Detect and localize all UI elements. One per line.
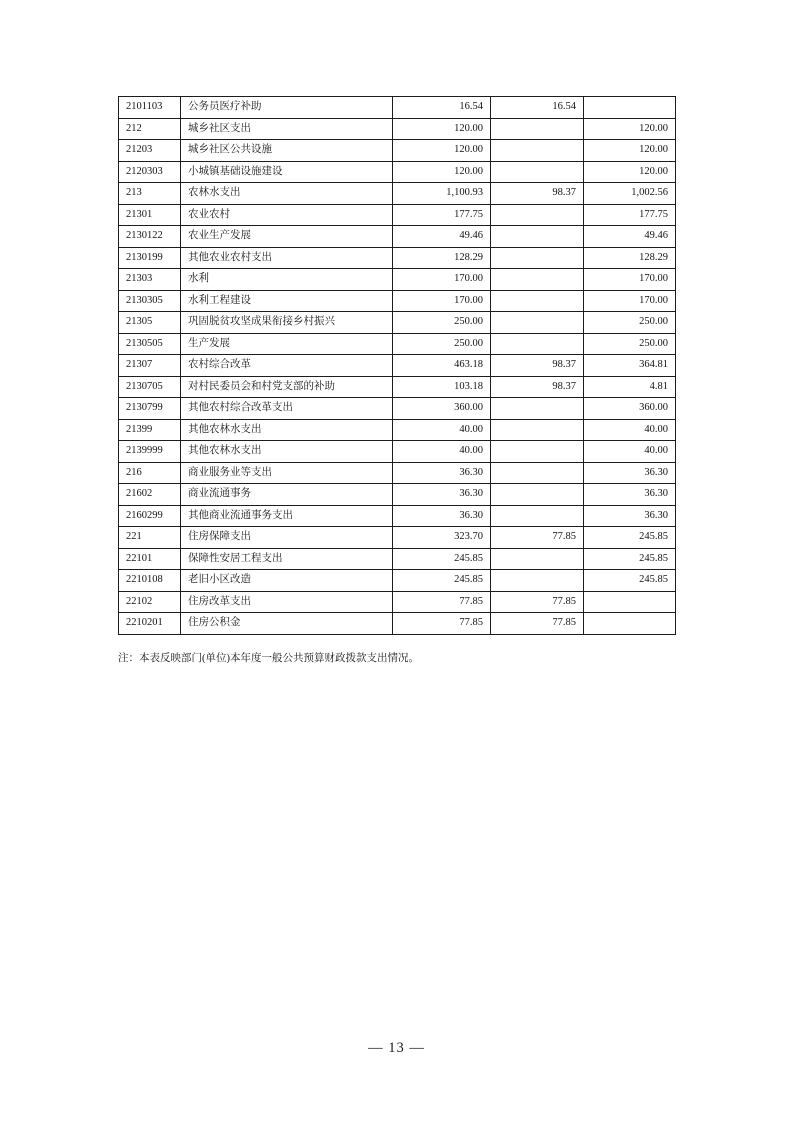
cell-amount-basic [491, 118, 584, 140]
cell-amount-basic [491, 484, 584, 506]
cell-item-name: 商业服务业等支出 [181, 462, 393, 484]
cell-amount-total: 1,100.93 [393, 183, 491, 205]
cell-amount-basic [491, 419, 584, 441]
table-row [119, 204, 676, 226]
table-row [119, 419, 676, 441]
cell-amount-total: 245.85 [393, 548, 491, 570]
cell-amount-project: 36.30 [584, 484, 676, 506]
cell-item-name: 老旧小区改造 [181, 570, 393, 592]
table-row [119, 333, 676, 355]
cell-amount-total: 360.00 [393, 398, 491, 420]
cell-amount-project [584, 591, 676, 613]
cell-budget-code: 2210108 [119, 570, 181, 592]
cell-amount-total: 40.00 [393, 419, 491, 441]
cell-amount-project: 170.00 [584, 290, 676, 312]
cell-item-name: 小城镇基础设施建设 [181, 161, 393, 183]
table-row [119, 398, 676, 420]
cell-amount-project: 250.00 [584, 312, 676, 334]
cell-item-name: 其他农林水支出 [181, 419, 393, 441]
table-row [119, 312, 676, 334]
table-row [119, 140, 676, 162]
cell-item-name: 其他农村综合改革支出 [181, 398, 393, 420]
cell-amount-basic: 77.85 [491, 613, 584, 635]
cell-amount-total: 170.00 [393, 290, 491, 312]
cell-item-name: 城乡社区公共设施 [181, 140, 393, 162]
cell-amount-project: 120.00 [584, 140, 676, 162]
table-row [119, 570, 676, 592]
cell-amount-project: 4.81 [584, 376, 676, 398]
table-row [119, 247, 676, 269]
cell-amount-total: 245.85 [393, 570, 491, 592]
cell-item-name: 其他农业农村支出 [181, 247, 393, 269]
cell-amount-total: 250.00 [393, 312, 491, 334]
table-row [119, 376, 676, 398]
cell-budget-code: 21307 [119, 355, 181, 377]
cell-budget-code: 213 [119, 183, 181, 205]
cell-item-name: 其他商业流通事务支出 [181, 505, 393, 527]
table-row [119, 97, 676, 119]
cell-amount-project: 360.00 [584, 398, 676, 420]
cell-amount-basic [491, 505, 584, 527]
cell-budget-code: 2120303 [119, 161, 181, 183]
cell-amount-project: 128.29 [584, 247, 676, 269]
cell-budget-code: 2130705 [119, 376, 181, 398]
cell-budget-code: 2101103 [119, 97, 181, 119]
cell-item-name: 对村民委员会和村党支部的补助 [181, 376, 393, 398]
table-row [119, 591, 676, 613]
cell-budget-code: 2139999 [119, 441, 181, 463]
table-row [119, 226, 676, 248]
budget-table-body [119, 97, 676, 635]
cell-item-name: 水利 [181, 269, 393, 291]
table-row [119, 161, 676, 183]
cell-item-name: 农村综合改革 [181, 355, 393, 377]
cell-amount-basic [491, 570, 584, 592]
cell-budget-code: 2130122 [119, 226, 181, 248]
cell-item-name: 农林水支出 [181, 183, 393, 205]
cell-amount-total: 49.46 [393, 226, 491, 248]
cell-amount-project: 177.75 [584, 204, 676, 226]
cell-amount-total: 170.00 [393, 269, 491, 291]
cell-amount-project: 36.30 [584, 505, 676, 527]
cell-item-name: 生产发展 [181, 333, 393, 355]
cell-budget-code: 21399 [119, 419, 181, 441]
cell-amount-total: 250.00 [393, 333, 491, 355]
cell-item-name: 城乡社区支出 [181, 118, 393, 140]
cell-item-name: 保障性安居工程支出 [181, 548, 393, 570]
cell-amount-total: 16.54 [393, 97, 491, 119]
cell-amount-basic: 77.85 [491, 591, 584, 613]
cell-item-name: 农业农村 [181, 204, 393, 226]
cell-budget-code: 21301 [119, 204, 181, 226]
cell-budget-code: 2130305 [119, 290, 181, 312]
cell-amount-basic: 16.54 [491, 97, 584, 119]
table-row [119, 462, 676, 484]
cell-amount-total: 36.30 [393, 484, 491, 506]
table-row [119, 269, 676, 291]
cell-budget-code: 22101 [119, 548, 181, 570]
cell-amount-basic: 98.37 [491, 355, 584, 377]
table-row [119, 355, 676, 377]
cell-amount-basic [491, 140, 584, 162]
page-number: — 13 — [368, 1040, 425, 1056]
cell-amount-total: 463.18 [393, 355, 491, 377]
cell-item-name: 住房改革支出 [181, 591, 393, 613]
cell-amount-project: 250.00 [584, 333, 676, 355]
cell-amount-project: 120.00 [584, 118, 676, 140]
cell-amount-basic [491, 290, 584, 312]
cell-amount-project [584, 613, 676, 635]
cell-budget-code: 221 [119, 527, 181, 549]
cell-amount-basic [491, 269, 584, 291]
cell-amount-project: 49.46 [584, 226, 676, 248]
cell-amount-total: 36.30 [393, 462, 491, 484]
cell-amount-basic [491, 226, 584, 248]
table-row [119, 484, 676, 506]
cell-amount-basic [491, 204, 584, 226]
cell-amount-total: 177.75 [393, 204, 491, 226]
cell-budget-code: 2130799 [119, 398, 181, 420]
cell-budget-code: 21602 [119, 484, 181, 506]
cell-amount-total: 77.85 [393, 613, 491, 635]
cell-amount-basic [491, 161, 584, 183]
cell-amount-total: 40.00 [393, 441, 491, 463]
cell-amount-total: 77.85 [393, 591, 491, 613]
cell-amount-project: 245.85 [584, 570, 676, 592]
cell-amount-project [584, 97, 676, 119]
cell-amount-total: 120.00 [393, 118, 491, 140]
cell-amount-basic [491, 333, 584, 355]
budget-table [118, 96, 676, 635]
table-row [119, 613, 676, 635]
cell-amount-total: 128.29 [393, 247, 491, 269]
cell-amount-project: 245.85 [584, 548, 676, 570]
cell-amount-total: 323.70 [393, 527, 491, 549]
table-row [119, 505, 676, 527]
cell-budget-code: 21203 [119, 140, 181, 162]
cell-amount-project: 245.85 [584, 527, 676, 549]
cell-amount-total: 120.00 [393, 161, 491, 183]
cell-budget-code: 21305 [119, 312, 181, 334]
cell-budget-code: 216 [119, 462, 181, 484]
cell-amount-basic [491, 247, 584, 269]
cell-amount-basic: 98.37 [491, 376, 584, 398]
cell-amount-project: 40.00 [584, 441, 676, 463]
cell-budget-code: 2210201 [119, 613, 181, 635]
cell-amount-basic [491, 312, 584, 334]
table-note: 注：本表反映部门(单位)本年度一般公共预算财政拨款支出情况。 [118, 653, 419, 664]
cell-item-name: 住房公积金 [181, 613, 393, 635]
table-row [119, 183, 676, 205]
cell-amount-project: 36.30 [584, 462, 676, 484]
cell-amount-basic [491, 441, 584, 463]
cell-item-name: 其他农林水支出 [181, 441, 393, 463]
cell-amount-total: 103.18 [393, 376, 491, 398]
cell-budget-code: 2160299 [119, 505, 181, 527]
cell-amount-project: 364.81 [584, 355, 676, 377]
cell-budget-code: 2130505 [119, 333, 181, 355]
cell-amount-total: 36.30 [393, 505, 491, 527]
table-row [119, 548, 676, 570]
cell-budget-code: 21303 [119, 269, 181, 291]
cell-item-name: 公务员医疗补助 [181, 97, 393, 119]
cell-amount-project: 120.00 [584, 161, 676, 183]
cell-amount-project: 40.00 [584, 419, 676, 441]
cell-item-name: 巩固脱贫攻坚成果衔接乡村振兴 [181, 312, 393, 334]
cell-budget-code: 22102 [119, 591, 181, 613]
cell-budget-code: 2130199 [119, 247, 181, 269]
cell-budget-code: 212 [119, 118, 181, 140]
cell-amount-basic: 77.85 [491, 527, 584, 549]
cell-amount-basic [491, 398, 584, 420]
cell-item-name: 住房保障支出 [181, 527, 393, 549]
cell-amount-total: 120.00 [393, 140, 491, 162]
cell-amount-basic [491, 462, 584, 484]
table-row [119, 441, 676, 463]
table-row [119, 527, 676, 549]
cell-amount-basic: 98.37 [491, 183, 584, 205]
cell-amount-basic [491, 548, 584, 570]
cell-item-name: 水利工程建设 [181, 290, 393, 312]
cell-item-name: 农业生产发展 [181, 226, 393, 248]
table-row [119, 118, 676, 140]
cell-amount-project: 1,002.56 [584, 183, 676, 205]
table-row [119, 290, 676, 312]
cell-amount-project: 170.00 [584, 269, 676, 291]
cell-item-name: 商业流通事务 [181, 484, 393, 506]
